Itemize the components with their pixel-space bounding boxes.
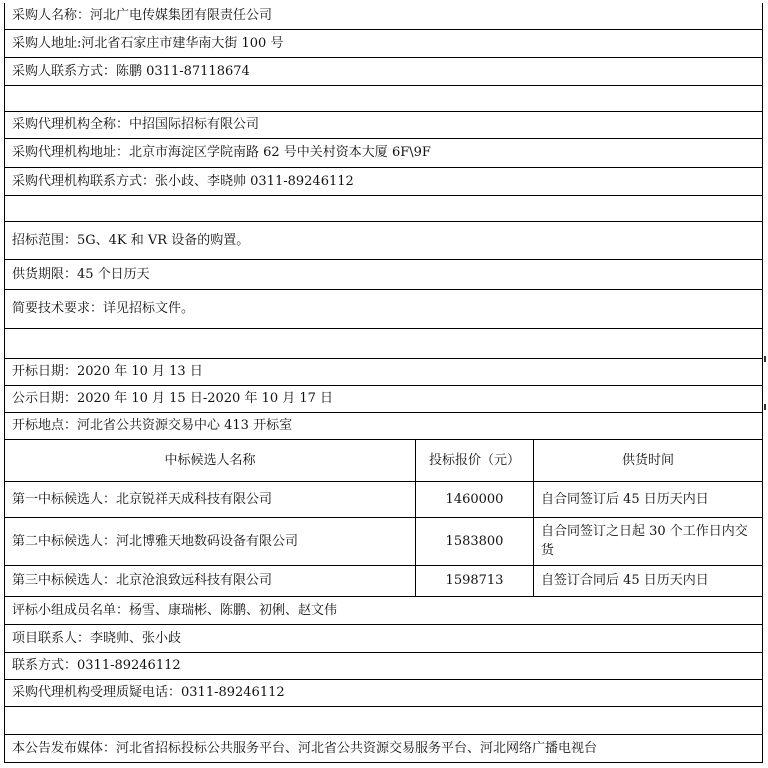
complaint-phone: 采购代理机构受理质疑电话：0311-89246112 — [5, 679, 763, 706]
tender-scope: 招标范围：5G、4K 和 VR 设备的购置。 — [5, 221, 763, 259]
candidate-price: 1460000 — [416, 481, 534, 517]
media-row — [5, 734, 763, 762]
blank-row — [5, 706, 763, 734]
opening-date-row — [5, 358, 763, 385]
opening-date: 开标日期：2020 年 10 月 13 日 — [5, 358, 763, 385]
publicity-date-row — [5, 385, 763, 412]
tech-requirements-row — [5, 289, 763, 328]
candidate-row — [5, 517, 763, 565]
opening-place: 开标地点：河北省公共资源交易中心 413 开标室 — [5, 412, 763, 439]
blank-cell — [5, 85, 763, 111]
candidate-row — [5, 565, 763, 596]
candidate-delivery: 自合同签订之日起 30 个工作日内交货 — [534, 517, 763, 565]
tech-requirements: 简要技术要求：详见招标文件。 — [5, 289, 763, 328]
publicity-date: 公示日期：2020 年 10 月 15 日-2020 年 10 月 17 日 — [5, 385, 763, 412]
agency-address: 采购代理机构地址：北京市海淀区学院南路 62 号中关村资本大厦 6F\9F — [5, 138, 763, 167]
purchaser-contact-row — [5, 57, 763, 85]
agency-name-row — [5, 111, 763, 138]
opening-place-row — [5, 412, 763, 439]
purchaser-address: 采购人地址:河北省石家庄市建华南大街 100 号 — [5, 29, 763, 57]
candidate-price: 1598713 — [416, 565, 534, 596]
blank-cell — [5, 706, 763, 734]
purchaser-name-row — [5, 3, 763, 29]
page-edge-mark — [764, 356, 766, 362]
agency-contact-row — [5, 167, 763, 195]
project-contact-row — [5, 624, 763, 652]
announcement-document — [4, 3, 762, 763]
agency-contact: 采购代理机构联系方式：张小歧、李晓帅 0311-89246112 — [5, 167, 763, 195]
phone-row — [5, 652, 763, 679]
announcement-table — [4, 3, 763, 763]
blank-row — [5, 195, 763, 221]
candidate-name-header: 中标候选人名称 — [5, 439, 416, 481]
candidate-row — [5, 481, 763, 517]
purchaser-address-row — [5, 29, 763, 57]
agency-address-row — [5, 138, 763, 167]
candidate-name: 第一中标候选人：北京锐祥天成科技有限公司 — [5, 481, 416, 517]
page-edge-mark — [764, 404, 766, 410]
delivery-period-row — [5, 259, 763, 289]
publication-media: 本公告发布媒体：河北省招标投标公共服务平台、河北省公共资源交易服务平台、河北网络广播电视台 — [5, 734, 763, 762]
candidate-delivery: 自签订合同后 45 日历天内日 — [534, 565, 763, 596]
agency-name: 采购代理机构全称：中招国际招标有限公司 — [5, 111, 763, 138]
candidate-name: 第二中标候选人：河北博雅天地数码设备有限公司 — [5, 517, 416, 565]
candidate-name: 第三中标候选人：北京沧浪致远科技有限公司 — [5, 565, 416, 596]
committee-members: 评标小组成员名单：杨雪、康瑞彬、陈鹏、初俐、赵文伟 — [5, 596, 763, 624]
delivery-time-header: 供货时间 — [534, 439, 763, 481]
project-contact: 项目联系人：李晓帅、张小歧 — [5, 624, 763, 652]
bid-price-header: 投标报价（元） — [416, 439, 534, 481]
scope-row — [5, 221, 763, 259]
purchaser-name: 采购人名称：河北广电传媒集团有限责任公司 — [5, 3, 763, 29]
blank-cell — [5, 328, 763, 358]
contact-phone: 联系方式：0311-89246112 — [5, 652, 763, 679]
blank-cell — [5, 195, 763, 221]
blank-row — [5, 328, 763, 358]
complaint-phone-row — [5, 679, 763, 706]
candidate-price: 1583800 — [416, 517, 534, 565]
candidate-delivery: 自合同签订后 45 日历天内日 — [534, 481, 763, 517]
blank-row — [5, 85, 763, 111]
purchaser-contact: 采购人联系方式：陈鹏 0311-87118674 — [5, 57, 763, 85]
committee-row — [5, 596, 763, 624]
candidates-header-row — [5, 439, 763, 481]
delivery-period: 供货期限：45 个日历天 — [5, 259, 763, 289]
